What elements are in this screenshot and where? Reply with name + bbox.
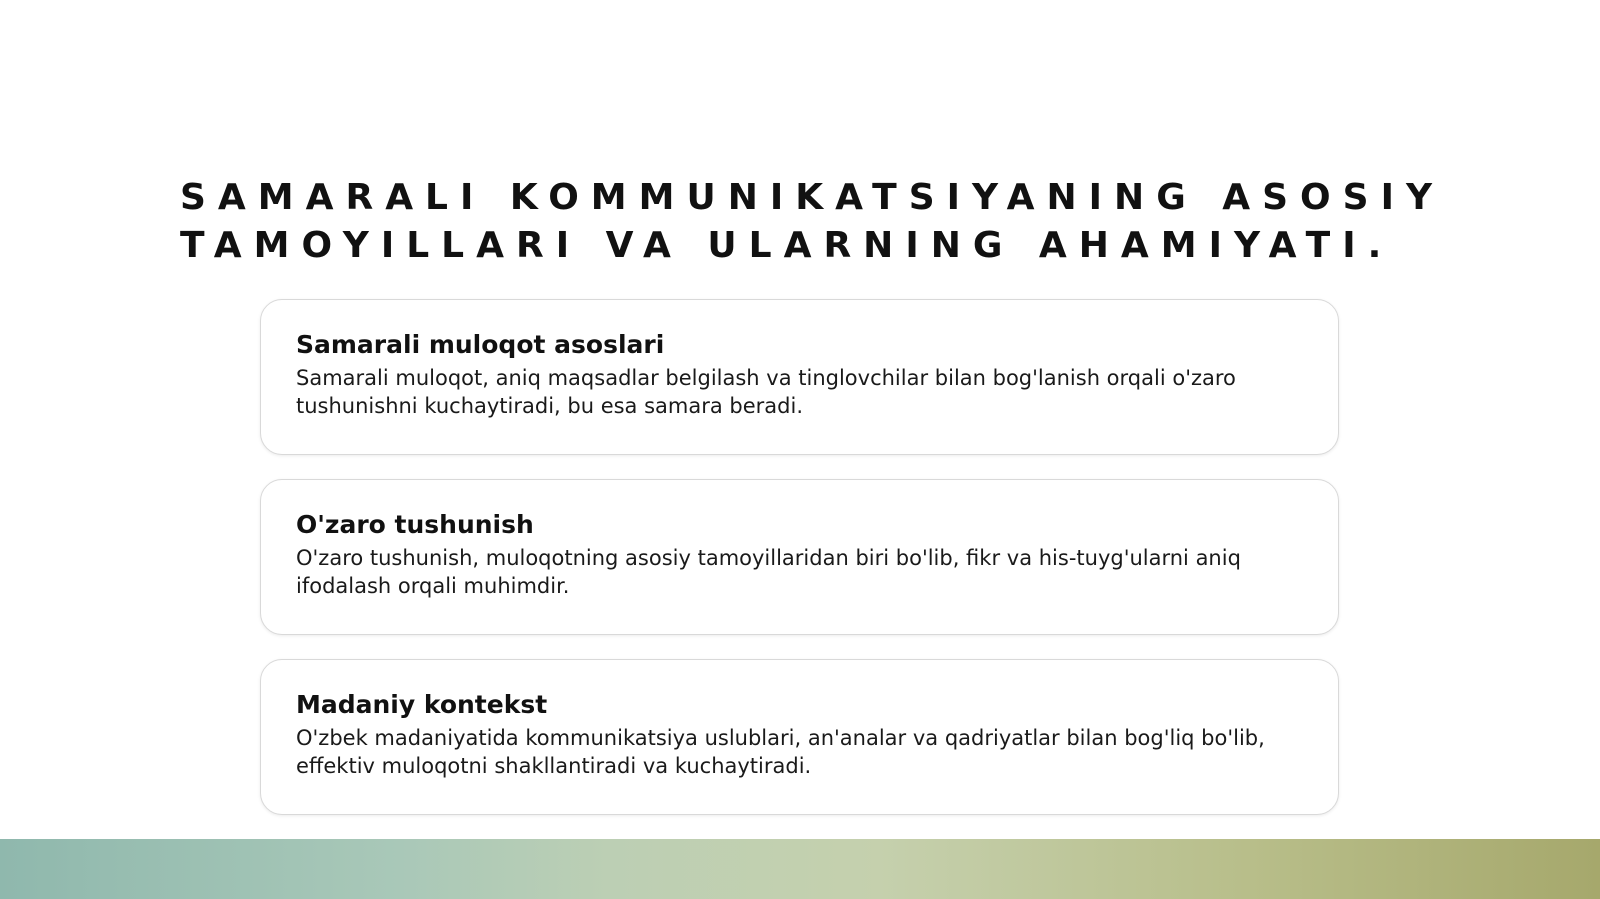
card-description: O'zbek madaniyatida kommunikatsiya uslublari, an'analar va qadriyatlar bilan bog'liq bo'lib, effektiv muloqotni shakllantiradi va kuchaytiradi. xyxy=(296,726,1265,778)
principle-card-communication-basics xyxy=(260,299,1339,455)
principle-card-mutual-understanding xyxy=(260,479,1339,635)
card-heading: Samarali muloqot asoslari xyxy=(296,330,665,359)
card-description: Samarali muloqot, aniq maqsadlar belgilash va tinglovchilar bilan bog'lanish orqali o'zaro tushunishni kuchaytiradi, bu esa samara beradi. xyxy=(296,366,1236,418)
slide-title: SAMARALI KOMMUNIKATSIYANING ASOSIY TAMOYILLARI VA ULARNING AHAMIYATI. xyxy=(180,177,1445,266)
principle-card-cultural-context xyxy=(260,659,1339,815)
card-heading: Madaniy kontekst xyxy=(296,690,548,719)
card-heading: O'zaro tushunish xyxy=(296,510,534,539)
card-description: O'zaro tushunish, muloqotning asosiy tamoyillaridan biri bo'lib, fikr va his-tuyg'ularni aniq ifodalash orqali muhimdir. xyxy=(296,546,1241,598)
decorative-footer-band xyxy=(0,839,1600,899)
